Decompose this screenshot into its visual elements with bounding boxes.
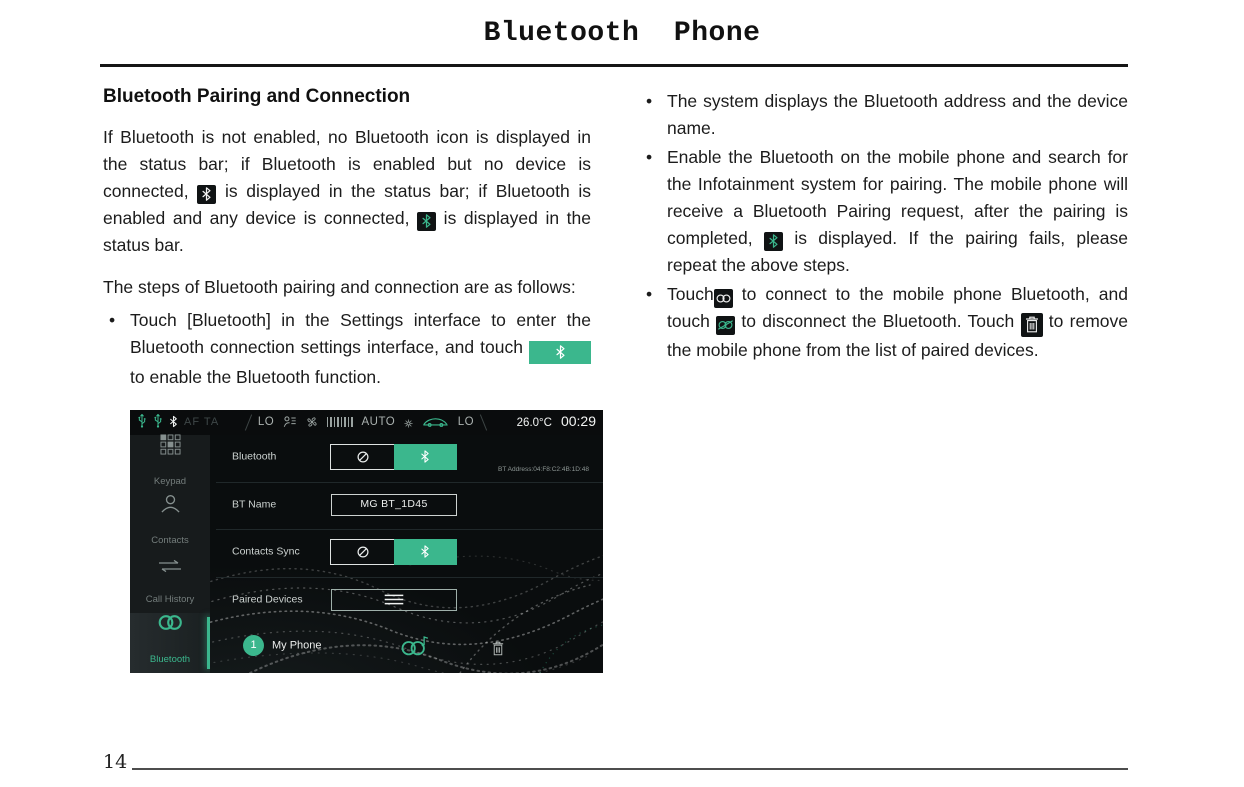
- list-item: [640, 281, 1128, 364]
- separator-right: [480, 414, 487, 430]
- sidebar-item-contacts[interactable]: [130, 494, 210, 554]
- contacts-icon: [159, 493, 182, 522]
- clock: 00:29: [560, 412, 596, 429]
- section-heading: Bluetooth Pairing and Connection: [103, 86, 411, 107]
- bluetooth-toggle[interactable]: [330, 444, 457, 470]
- sidebar-label: Contacts: [151, 535, 189, 547]
- fan-icon: [306, 410, 318, 436]
- paired-device-entry: [210, 632, 603, 660]
- ac-flake-icon: [404, 410, 413, 436]
- text-run: The system displays the Bluetooth address and the device name.: [667, 91, 1128, 138]
- bluetooth-status-icon: [169, 410, 178, 436]
- list-item: [640, 144, 1128, 279]
- car-icon: [422, 410, 449, 436]
- sidebar-label: Call History: [145, 593, 195, 605]
- toggle-on-bluetooth-icon[interactable]: [394, 539, 458, 565]
- list-item: [103, 307, 591, 391]
- page-title: Bluetooth Phone: [483, 18, 761, 49]
- right-temp-setting: LO: [457, 415, 475, 428]
- text-run: is displayed in the status bar.: [103, 208, 591, 255]
- title-divider: [100, 64, 1128, 67]
- list-item: [640, 88, 1128, 142]
- two-column-layout: [103, 86, 1131, 673]
- text-run: is displayed in the status bar; if Bluetooth is enabled and any device is connected,: [103, 181, 592, 228]
- footer-divider: [132, 768, 1128, 770]
- contacts-sync-row: [210, 539, 603, 566]
- paired-devices-list-button[interactable]: [331, 589, 457, 611]
- device-index-badge: 1: [243, 635, 264, 656]
- bt-address-text: BT Address:04:F8:C2:4B:1D:48: [498, 465, 589, 473]
- bluetooth-rings-icon: [155, 612, 185, 641]
- row-divider: [216, 577, 603, 578]
- text-run: to connect to the mobile phone Bluetooth, and touch: [667, 284, 1128, 331]
- text-run: Touch [Bluetooth] in the Settings interface to enter the Bluetooth connection settings interface, and touch: [130, 310, 591, 357]
- text-run: Enable the Bluetooth on the mobile phone and search for the Infotainment system for pairing. The mobile phone will receive a Bluetooth Pairing request, after the pairing is completed,: [667, 147, 1128, 248]
- row-divider: [216, 482, 603, 483]
- status-bar-left: [130, 410, 219, 436]
- row-label: Paired Devices: [232, 593, 303, 605]
- outside-temperature: 26.0°C: [516, 416, 552, 429]
- text-run: Touch: [667, 284, 714, 304]
- toggle-off-icon[interactable]: [331, 445, 395, 469]
- connect-icon: [714, 289, 733, 308]
- text-run: is displayed. If the pairing fails, please repeat the above steps.: [667, 228, 1128, 275]
- infotainment-screenshot: [130, 410, 603, 673]
- keypad-icon: [160, 434, 181, 463]
- auto-indicator: AUTO: [361, 415, 396, 428]
- climate-cluster: [248, 410, 484, 436]
- text-run: to remove the mobile phone from the list of paired devices.: [667, 311, 1128, 360]
- list-icon: [382, 593, 406, 606]
- device-name: My Phone: [272, 639, 322, 651]
- fan-speed-bars: [327, 417, 353, 427]
- air-to-face-icon: [283, 410, 297, 436]
- paragraph-bluetooth-states: [103, 124, 591, 259]
- status-bar: [130, 410, 603, 435]
- connect-audio-button[interactable]: [398, 633, 430, 665]
- separator-left: [245, 414, 252, 430]
- row-label: Contacts Sync: [232, 545, 300, 558]
- left-bullet-list: [103, 307, 591, 391]
- text-run: to enable the Bluetooth function.: [130, 366, 382, 387]
- usb2-icon: [153, 410, 163, 436]
- row-label: BT Name: [232, 498, 277, 510]
- paragraph-steps-intro: The steps of Bluetooth pairing and connection are as follows:: [103, 277, 576, 297]
- bluetooth-settings-panel: [210, 435, 603, 673]
- toggle-on-bluetooth-icon[interactable]: [394, 444, 458, 470]
- contacts-sync-toggle[interactable]: [330, 539, 457, 565]
- remove-device-button[interactable]: [492, 637, 504, 664]
- sidebar-label: Bluetooth: [149, 654, 191, 666]
- right-column: [640, 86, 1128, 673]
- bluetooth-enable-toggle-icon: [529, 341, 591, 364]
- bluetooth-connected-icon: [764, 232, 783, 251]
- sidebar-item-call-history[interactable]: [130, 554, 210, 614]
- text-run: to disconnect the Bluetooth. Touch: [735, 311, 1021, 331]
- text-run: If Bluetooth is not enabled, no Bluetooth icon is displayed in the status bar; if Bluetooth is enabled but no device is connected,: [103, 127, 591, 201]
- sidebar-label: Keypad: [153, 475, 187, 487]
- sidebar-item-keypad[interactable]: [130, 435, 210, 495]
- paired-devices-row: [210, 589, 603, 611]
- sidebar-item-bluetooth[interactable]: [130, 613, 210, 673]
- row-divider: [216, 529, 603, 530]
- call-history-icon: [157, 554, 183, 581]
- screenshot-sidebar: [130, 435, 210, 673]
- toggle-off-icon[interactable]: [331, 540, 395, 564]
- af-ta-indicator: AF TA: [184, 415, 220, 428]
- bluetooth-row: [210, 444, 603, 471]
- bluetooth-enabled-icon: [197, 185, 216, 204]
- trash-icon: [1021, 313, 1043, 337]
- bt-name-input[interactable]: MG BT_1D45: [331, 494, 457, 516]
- page-number: 14: [103, 751, 128, 773]
- status-bar-right: [517, 410, 596, 437]
- row-label: Bluetooth: [232, 450, 277, 463]
- right-bullet-list: [640, 88, 1128, 364]
- bt-name-row: [210, 494, 603, 516]
- bluetooth-connected-icon: [417, 212, 436, 231]
- usb1-icon: [137, 410, 147, 436]
- left-temp-setting: LO: [257, 415, 275, 428]
- left-column: [103, 86, 596, 673]
- disconnect-icon: [716, 316, 735, 335]
